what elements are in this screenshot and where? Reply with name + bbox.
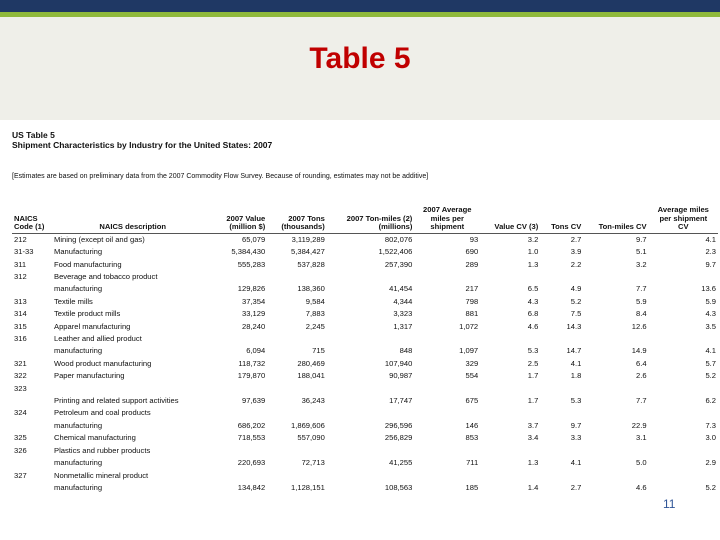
cell-value-cv	[480, 470, 540, 482]
cell-naics-code: 323	[14, 383, 27, 393]
col-avg-miles-cv: Average miles per shipment CV	[657, 205, 709, 232]
cell-naics-code	[12, 395, 52, 407]
cell-avg-miles-cv: 6.2	[705, 396, 716, 406]
cell-tons: 557,090	[297, 433, 325, 443]
cell-ton-miles-cv	[583, 407, 648, 419]
cell-value: 220,693	[237, 458, 266, 468]
cell-value-cv: 1.4	[527, 482, 539, 492]
cell-ton-miles	[327, 271, 415, 283]
cell-avg-miles-cv: 5.7	[705, 358, 716, 368]
cell-naics-code	[12, 457, 52, 469]
cell-ton-miles-cv: 5.9	[636, 296, 647, 306]
cell-avg-miles-cv: 7.3	[705, 420, 716, 430]
table-row	[12, 395, 718, 407]
cell-tons-cv: 9.7	[570, 420, 582, 430]
cell-ton-miles: 1,522,406	[378, 247, 413, 257]
cell-ton-miles: 256,829	[384, 433, 413, 443]
table-row	[12, 370, 718, 382]
cell-tons-cv	[540, 271, 583, 283]
cell-tons-cv	[540, 445, 583, 457]
cell-value-cv: 3.7	[527, 420, 539, 430]
table-row	[12, 259, 718, 271]
cell-avg-miles: 554	[465, 371, 479, 381]
cell-tons-cv: 4.9	[570, 284, 582, 294]
cell-avg-miles: 217	[465, 284, 479, 294]
cell-description: Paper manufacturing	[54, 371, 125, 381]
cell-avg-miles-cv: 9.7	[705, 259, 716, 269]
cell-value-cv: 4.3	[527, 296, 539, 306]
cell-tons: 7,883	[305, 309, 325, 319]
col-ton-miles-cv: Ton-miles CV	[598, 222, 647, 232]
cell-tons: 2,245	[305, 321, 325, 331]
cell-value: 28,240	[241, 321, 266, 331]
cell-ton-miles: 4,344	[393, 296, 413, 306]
cell-tons: 715	[312, 346, 325, 356]
table-row	[12, 296, 718, 308]
cell-value-cv: 4.6	[527, 321, 539, 331]
cell-avg-miles-cv: 5.9	[705, 296, 716, 306]
cell-tons-cv: 5.3	[570, 396, 582, 406]
cell-avg-miles-cv	[649, 407, 718, 419]
cell-value: 179,870	[237, 371, 266, 381]
cell-avg-miles-cv	[649, 470, 718, 482]
cell-value: 129,826	[237, 284, 266, 294]
cell-avg-miles-cv: 4.1	[705, 234, 716, 244]
cell-ton-miles-cv: 5.1	[636, 247, 647, 257]
cell-description: Food manufacturing	[54, 259, 122, 269]
cell-value-cv: 6.5	[527, 284, 539, 294]
cell-value-cv: 1.3	[527, 259, 539, 269]
cell-tons: 280,469	[297, 358, 325, 368]
cell-tons-cv: 2.7	[570, 482, 582, 492]
col-naics-description: NAICS description	[99, 222, 167, 232]
cell-ton-miles: 17,747	[389, 396, 413, 406]
cell-description: manufacturing	[54, 458, 103, 468]
cell-avg-miles: 146	[465, 420, 479, 430]
header-navy-bar	[0, 0, 720, 12]
table-row	[12, 345, 718, 357]
table-row	[12, 420, 718, 432]
cell-value: 118,732	[238, 358, 266, 368]
cell-ton-miles: 1,317	[393, 321, 413, 331]
cell-tons-cv: 2.7	[570, 234, 582, 244]
cell-avg-miles	[414, 383, 480, 395]
cell-value-cv: 2.5	[527, 358, 539, 368]
cell-value-cv: 3.2	[527, 234, 539, 244]
cell-tons-cv	[540, 383, 583, 395]
cell-ton-miles-cv	[583, 333, 648, 345]
cell-value	[213, 333, 267, 345]
cell-tons-cv: 4.1	[570, 458, 582, 468]
cell-ton-miles: 90,987	[389, 371, 413, 381]
cell-ton-miles-cv	[583, 470, 648, 482]
table-row	[12, 283, 718, 295]
cell-avg-miles-cv: 4.3	[705, 309, 716, 319]
col-avg-miles: 2007 Average miles per shipment	[423, 205, 472, 232]
cell-value	[213, 271, 267, 283]
table-row	[12, 271, 718, 283]
cell-tons-cv	[540, 407, 583, 419]
cell-ton-miles-cv: 7.7	[636, 396, 647, 406]
cell-ton-miles	[327, 445, 415, 457]
cell-tons: 1,869,606	[291, 420, 325, 430]
cell-ton-miles-cv	[583, 383, 648, 395]
cell-ton-miles	[327, 407, 415, 419]
cell-ton-miles-cv: 2.6	[636, 371, 647, 381]
cell-tons: 9,584	[305, 296, 325, 306]
cell-tons: 3,119,289	[291, 234, 325, 244]
slide-title: Table 5	[309, 42, 411, 75]
cell-naics-code	[12, 482, 52, 494]
cell-description: manufacturing	[54, 284, 103, 294]
cell-value	[213, 407, 267, 419]
cell-avg-miles-cv: 5.2	[705, 371, 716, 381]
table-row	[12, 383, 718, 395]
cell-tons: 5,384,427	[291, 247, 325, 257]
cell-value-cv: 1.7	[527, 396, 539, 406]
cell-description: Petroleum and coal products	[54, 408, 151, 418]
cell-ton-miles: 296,596	[384, 420, 413, 430]
cell-avg-miles: 289	[465, 259, 479, 269]
cell-avg-miles-cv	[649, 383, 718, 395]
cell-description: Mining (except oil and gas)	[54, 234, 145, 244]
cell-ton-miles: 107,940	[384, 358, 413, 368]
cell-description: Textile product mills	[54, 309, 121, 319]
cell-tons-cv: 3.9	[570, 247, 582, 257]
cell-avg-miles: 798	[465, 296, 479, 306]
cell-value-cv	[480, 271, 540, 283]
cell-tons-cv: 3.3	[570, 433, 582, 443]
cell-ton-miles-cv: 12.6	[631, 321, 647, 331]
cell-tons: 1,128,151	[291, 482, 325, 492]
cell-avg-miles: 185	[465, 482, 479, 492]
cell-ton-miles-cv: 6.4	[636, 358, 647, 368]
cell-avg-miles: 93	[469, 234, 479, 244]
cell-value-cv: 3.4	[527, 433, 539, 443]
cell-value: 134,842	[237, 482, 266, 492]
table-row	[12, 457, 718, 469]
cell-tons: 188,041	[297, 371, 325, 381]
cell-ton-miles-cv: 8.4	[636, 309, 647, 319]
cell-avg-miles: 881	[465, 309, 479, 319]
cell-avg-miles-cv: 2.3	[705, 247, 716, 257]
table-row	[12, 333, 718, 345]
cell-ton-miles	[327, 470, 415, 482]
cell-description: Apparel manufacturing	[54, 321, 131, 331]
cell-avg-miles	[414, 470, 480, 482]
cell-naics-code: 327	[14, 470, 27, 480]
cell-naics-code: 212	[14, 234, 27, 244]
cell-ton-miles-cv: 5.0	[636, 458, 647, 468]
cell-tons-cv: 14.3	[566, 321, 582, 331]
cell-tons-cv: 1.8	[570, 371, 582, 381]
cell-ton-miles-cv: 3.1	[636, 433, 647, 443]
cell-tons	[267, 383, 327, 395]
table-row	[12, 432, 718, 444]
cell-naics-code: 322	[14, 371, 27, 381]
table-note: [Estimates are based on preliminary data from the 2007 Commodity Flow Survey. Because of rounding, estimates may not be additive]	[12, 173, 429, 180]
cell-tons: 138,360	[297, 284, 325, 294]
cell-value: 65,079	[241, 234, 266, 244]
table-body	[12, 233, 718, 494]
cell-tons	[267, 271, 327, 283]
cell-description: Plastics and rubber products	[54, 445, 151, 455]
cell-ton-miles: 41,454	[389, 284, 413, 294]
cell-description: Beverage and tobacco product	[54, 272, 158, 281]
table-row	[12, 445, 718, 457]
cell-value-cv: 1.3	[527, 458, 539, 468]
document-header	[12, 130, 712, 181]
cell-avg-miles: 711	[466, 458, 479, 468]
cell-tons: 537,828	[297, 259, 325, 269]
cell-naics-code: 321	[14, 358, 27, 368]
table-title: Shipment Characteristics by Industry for the United States: 2007	[12, 140, 273, 150]
cell-tons-cv: 7.5	[570, 309, 582, 319]
cell-avg-miles-cv: 13.6	[701, 284, 716, 294]
cell-avg-miles-cv: 3.0	[705, 433, 716, 443]
cell-avg-miles-cv	[649, 271, 718, 283]
cell-value-cv: 1.0	[527, 247, 539, 257]
cell-naics-code	[12, 420, 52, 432]
cell-ton-miles-cv: 4.6	[636, 482, 647, 492]
cell-ton-miles: 3,323	[393, 309, 413, 319]
cell-value: 686,202	[237, 420, 266, 430]
cell-ton-miles-cv: 7.7	[636, 284, 647, 294]
table-row	[12, 233, 718, 246]
cell-value-cv: 5.3	[527, 346, 539, 356]
cell-ton-miles-cv: 22.9	[631, 420, 647, 430]
cell-tons-cv: 2.2	[570, 259, 582, 269]
cell-ton-miles: 108,563	[384, 482, 413, 492]
cell-avg-miles	[414, 271, 480, 283]
cell-naics-code	[12, 283, 52, 295]
cell-description: Leather and allied product	[54, 334, 142, 344]
cell-value: 555,283	[237, 259, 266, 269]
cell-avg-miles-cv: 5.2	[705, 482, 716, 492]
cell-naics-code: 314	[14, 309, 27, 319]
cell-naics-code: 325	[14, 433, 27, 443]
cell-description: Chemical manufacturing	[54, 433, 136, 443]
cell-avg-miles-cv: 2.9	[705, 458, 716, 468]
cell-description: manufacturing	[54, 482, 103, 492]
cell-naics-code: 311	[14, 259, 27, 269]
cell-naics-code: 316	[14, 334, 27, 344]
cell-naics-code	[12, 345, 52, 357]
cell-tons	[267, 333, 327, 345]
cell-tons-cv	[540, 470, 583, 482]
table-row	[12, 246, 718, 258]
col-value-cv: Value CV (3)	[494, 222, 539, 232]
cell-description: Wood product manufacturing	[54, 358, 152, 368]
shipment-table	[12, 206, 718, 494]
cell-ton-miles: 257,390	[384, 259, 413, 269]
cell-value	[213, 470, 267, 482]
cell-ton-miles: 41,255	[389, 458, 413, 468]
cell-value-cv: 6.8	[527, 309, 539, 319]
cell-ton-miles: 848	[399, 346, 413, 356]
cell-avg-miles	[414, 333, 480, 345]
cell-naics-code: 324	[14, 408, 27, 418]
cell-description: Nonmetallic mineral product	[54, 470, 149, 480]
cell-description: manufacturing	[54, 346, 103, 356]
cell-tons-cv: 4.1	[570, 358, 582, 368]
table-row	[12, 407, 718, 419]
cell-avg-miles-cv: 4.1	[705, 346, 716, 356]
table-header-row	[12, 206, 718, 233]
cell-ton-miles-cv: 3.2	[636, 259, 647, 269]
cell-description: manufacturing	[54, 420, 103, 430]
cell-naics-code: 315	[14, 321, 27, 331]
cell-naics-code: 313	[14, 296, 27, 306]
cell-tons-cv: 5.2	[570, 296, 582, 306]
cell-value: 5,384,430	[231, 247, 266, 257]
cell-naics-code: 312	[14, 272, 27, 281]
cell-ton-miles-cv	[583, 271, 648, 283]
table-row	[12, 308, 718, 320]
cell-ton-miles: 802,076	[384, 234, 413, 244]
cell-tons	[267, 407, 327, 419]
cell-tons	[267, 470, 327, 482]
cell-tons-cv	[540, 333, 583, 345]
cell-avg-miles: 690	[465, 247, 479, 257]
cell-ton-miles-cv	[583, 445, 648, 457]
cell-avg-miles: 675	[465, 396, 479, 406]
col-value: 2007 Value (million $)	[226, 213, 266, 232]
cell-value-cv	[480, 333, 540, 345]
cell-value: 33,129	[241, 309, 266, 319]
cell-avg-miles: 853	[465, 433, 479, 443]
cell-value-cv	[480, 407, 540, 419]
cell-ton-miles-cv: 9.7	[636, 234, 647, 244]
cell-avg-miles: 1,072	[459, 321, 479, 331]
cell-value-cv	[480, 383, 540, 395]
table-row	[12, 482, 718, 494]
col-tons: 2007 Tons (thousands)	[281, 213, 325, 232]
cell-ton-miles	[327, 383, 415, 395]
cell-avg-miles-cv	[649, 333, 718, 345]
cell-avg-miles: 329	[465, 358, 479, 368]
col-ton-miles: 2007 Ton-miles (2) (millions)	[346, 213, 413, 232]
cell-avg-miles	[414, 445, 480, 457]
cell-ton-miles	[327, 333, 415, 345]
cell-tons: 72,713	[301, 458, 325, 468]
cell-description: Textile mills	[54, 296, 93, 306]
cell-description: Printing and related support activities	[54, 396, 179, 406]
cell-value: 718,553	[237, 433, 266, 443]
cell-naics-code: 326	[14, 445, 27, 455]
cell-value-cv	[480, 445, 540, 457]
cell-tons-cv: 14.7	[566, 346, 582, 356]
cell-description	[52, 383, 213, 395]
cell-avg-miles-cv: 3.5	[705, 321, 716, 331]
page-number: 11	[663, 497, 676, 511]
cell-value	[213, 445, 267, 457]
cell-naics-code: 31-33	[14, 247, 34, 257]
cell-avg-miles: 1,097	[459, 346, 479, 356]
table-id: US Table 5	[12, 130, 55, 140]
cell-value	[213, 383, 267, 395]
cell-value: 6,094	[246, 346, 266, 356]
table-row	[12, 470, 718, 482]
cell-value-cv: 1.7	[527, 371, 539, 381]
table-row	[12, 321, 718, 333]
cell-value: 37,354	[241, 296, 266, 306]
cell-avg-miles-cv	[649, 445, 718, 457]
cell-tons: 36,243	[301, 396, 325, 406]
cell-avg-miles	[414, 407, 480, 419]
col-tons-cv: Tons CV	[551, 222, 582, 232]
table-row	[12, 358, 718, 370]
col-naics-code: NAICS Code (1)	[14, 213, 45, 232]
cell-description: Manufacturing	[54, 247, 103, 257]
cell-value: 97,639	[241, 396, 266, 406]
cell-ton-miles-cv: 14.9	[631, 346, 647, 356]
cell-tons	[267, 445, 327, 457]
